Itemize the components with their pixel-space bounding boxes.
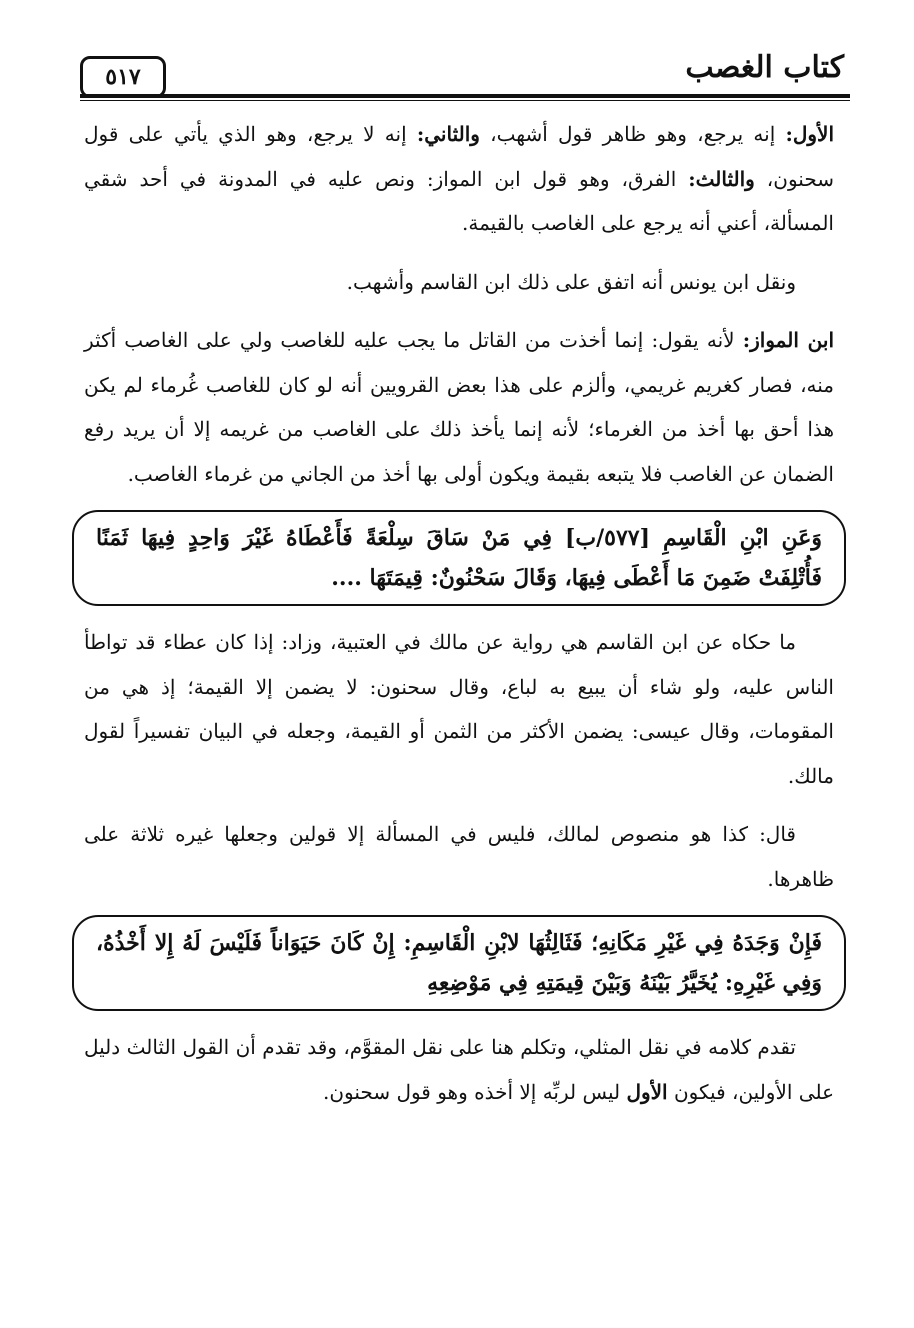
chapter-title: كتاب الغصب (685, 50, 844, 85)
paragraph-6-keyword: الأول (626, 1079, 668, 1104)
matn-box-2: فَإِنْ وَجَدَهُ فِي غَيْرِ مَكَانِهِ؛ فَثَالِثُهَا لابْنِ الْقَاسِمِ: إِنْ كَانَ حَيَوَاناً فَلَيْسَ لَهُ إِلا أَخْذُهُ، وَفِي غَيْرِهِ: يُخَيَّرُ بَيْنَهُ وَبَيْنَ قِيمَتِهِ فِي مَوْضِعِهِ (72, 915, 846, 1011)
header-rule-thin (80, 100, 850, 101)
paragraph-1-lead: الأول: (785, 122, 835, 146)
header-rule-thick (80, 94, 850, 98)
paragraph-3-text: لأنه يقول: إنما أخذت من القاتل ما يجب عليه للغاصب ولي على الغاصب أكثر منه، فصار كغريم غريمي، وألزم على هذا بعض القرويين أنه لو كان للغاصب غُرماء لم يكن هذا أحق بها أخذ من الغرماء؛ لأنه إنما يأخذ ذلك على الغاصب من غريمه إلا أن يريد رفع الضمان عن الغاصب فلا يتبعه بقيمة ويكون أولى بها أخذ من الجاني من غرماء الغاصب. (84, 328, 834, 486)
matn-box-1: وَعَنِ ابْنِ الْقَاسِمِ [٥٧٧/ب] فِي مَنْ سَاقَ سِلْعَةً فَأَعْطَاهُ غَيْرَ وَاحِدٍ فِيهَا ثَمَنًا فَأُتْلِفَتْ ضَمِنَ مَا أَعْطَى فِيهَا، وَقَالَ سَحْنُونٌ: قِيمَتَهَا .... (72, 510, 846, 606)
paragraph-1-text-a: إنه يرجع، وهو ظاهر قول أشهب، (479, 122, 786, 146)
paragraph-1 (84, 112, 834, 246)
paragraph-1-keyword-third: والثالث: (688, 166, 755, 191)
paragraph-1-text-c: الفرق، وهو قول ابن المواز: ونص عليه في المدونة في أحد شقي المسألة، أعني أنه يرجع على الغاصب بالقيمة. (84, 166, 834, 235)
paragraph-6 (84, 1025, 834, 1114)
paragraph-3 (84, 318, 834, 496)
paragraph-5: قال: كذا هو منصوص لمالك، فليس في المسألة إلا قولين وجعلها غيره ثلاثة على ظاهرها. (84, 822, 834, 891)
paragraph-6-text-b: ليس لربِّه إلا أخذه وهو قول سحنون. (323, 1079, 627, 1104)
paragraph-1-text-b: إنه لا يرجع، وهو الذي يأتي على قول سحنون، (84, 122, 834, 191)
page-body (84, 112, 834, 1128)
paragraph-3-lead: ابن المواز: (742, 328, 834, 352)
page-number: ٥١٧ (80, 56, 166, 98)
paragraph-4: ما حكاه عن ابن القاسم هي رواية عن مالك في العتبية، وزاد: إذا كان عطاء قد تواطأ الناس عليه، ولو شاء أن يبيع به لباع، وقال سحنون: لا يضمن إلا القيمة؛ إذ هي من المقومات، وقال عيسى: يضمن الأكثر من الثمن أو القيمة، وجعله في البيان تفسيراً لقول مالك. (84, 630, 834, 788)
paragraph-2: ونقل ابن يونس أنه اتفق على ذلك ابن القاسم وأشهب. (346, 269, 796, 294)
page-header (80, 48, 850, 100)
paragraph-6-text-a: تقدم كلامه في نقل المثلي، وتكلم هنا على نقل المقوَّم، وقد تقدم أن القول الثالث دليل على الأولين، فيكون (84, 1035, 834, 1104)
paragraph-1-keyword-second: والثاني: (416, 122, 480, 146)
